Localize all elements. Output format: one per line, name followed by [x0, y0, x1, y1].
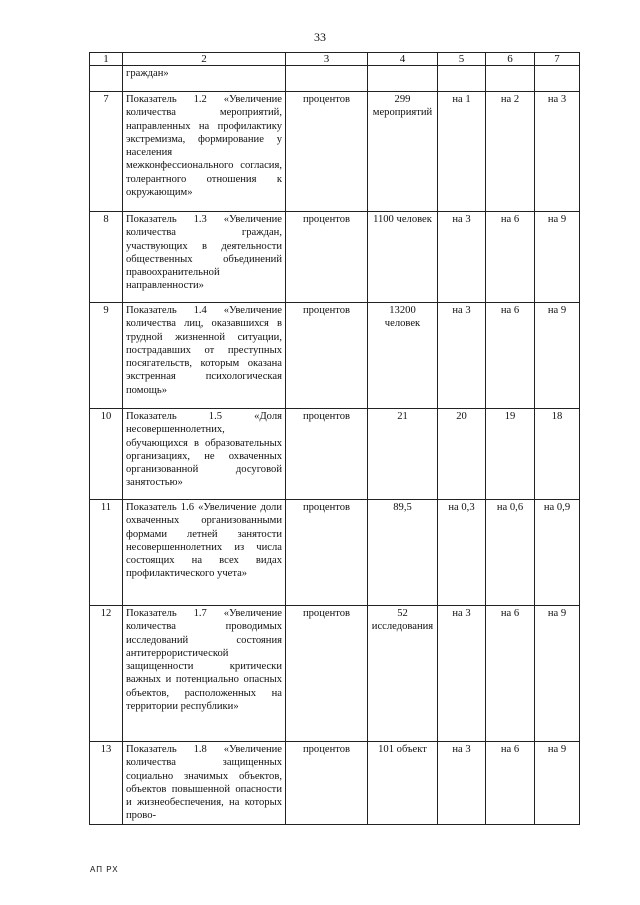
value-col7-cell: на 9	[535, 303, 580, 409]
value-col5-cell: на 0,3	[438, 500, 486, 606]
value-col6-cell: на 2	[486, 92, 535, 212]
base-value-cell: 299 мероприятий	[368, 92, 438, 212]
indicator-name: Показатель 1.3 «Увеличение количества граждан, участвующих в деятельности общественных объединений правоохранительной направленности»	[123, 212, 286, 303]
column-header: 2	[123, 53, 286, 66]
indicators-table	[89, 52, 580, 825]
table-row	[90, 66, 580, 92]
value-col7-cell: на 9	[535, 606, 580, 742]
value-col5-cell: на 3	[438, 742, 486, 825]
unit-cell: процентов	[286, 742, 368, 825]
table-row	[90, 303, 580, 409]
indicator-name: Показатель 1.6 «Увеличение доли охваченных организованными формами летней занятости несовершеннолетних из числа состоящих на всех видах профилактического учета»	[123, 500, 286, 606]
row-number: 9	[90, 303, 123, 409]
indicator-name: граждан»	[123, 66, 286, 92]
row-number: 10	[90, 409, 123, 500]
value-col5-cell: на 3	[438, 606, 486, 742]
column-header: 6	[486, 53, 535, 66]
value-col7-cell: 18	[535, 409, 580, 500]
footer-code: АП РХ	[90, 865, 119, 874]
indicator-name: Показатель 1.7 «Увеличение количества проводимых исследований состояния антитеррористической защищенности критически важных и потенциально опасных объектов, расположенных на территории республики»	[123, 606, 286, 742]
column-header: 1	[90, 53, 123, 66]
row-number: 13	[90, 742, 123, 825]
row-number	[90, 66, 123, 92]
base-value-cell: 1100 человек	[368, 212, 438, 303]
page-number: 33	[314, 30, 326, 44]
base-value-cell: 21	[368, 409, 438, 500]
value-col7-cell: на 9	[535, 742, 580, 825]
column-header: 4	[368, 53, 438, 66]
value-col5-cell	[438, 66, 486, 92]
value-col7-cell: на 3	[535, 92, 580, 212]
base-value-cell	[368, 66, 438, 92]
value-col5-cell: 20	[438, 409, 486, 500]
base-value-cell: 89,5	[368, 500, 438, 606]
table-row	[90, 742, 580, 825]
unit-cell	[286, 66, 368, 92]
table-row	[90, 92, 580, 212]
unit-cell: процентов	[286, 212, 368, 303]
base-value-cell: 101 объект	[368, 742, 438, 825]
unit-cell: процентов	[286, 606, 368, 742]
row-number: 12	[90, 606, 123, 742]
value-col6-cell: 19	[486, 409, 535, 500]
value-col6-cell: на 6	[486, 742, 535, 825]
value-col5-cell: на 3	[438, 212, 486, 303]
unit-cell: процентов	[286, 409, 368, 500]
unit-cell: процентов	[286, 92, 368, 212]
unit-cell: процентов	[286, 500, 368, 606]
value-col5-cell: на 1	[438, 92, 486, 212]
value-col6-cell: на 0,6	[486, 500, 535, 606]
table-header-row	[90, 53, 580, 66]
value-col6-cell: на 6	[486, 212, 535, 303]
value-col6-cell	[486, 66, 535, 92]
row-number: 8	[90, 212, 123, 303]
value-col5-cell: на 3	[438, 303, 486, 409]
table-row	[90, 212, 580, 303]
column-header: 7	[535, 53, 580, 66]
value-col6-cell: на 6	[486, 606, 535, 742]
value-col6-cell: на 6	[486, 303, 535, 409]
table-row	[90, 500, 580, 606]
indicator-name: Показатель 1.5 «Доля несовершеннолетних, обучающихся в образовательных организациях, не охваченных организованной досуговой занятостью»	[123, 409, 286, 500]
table-row	[90, 606, 580, 742]
row-number: 11	[90, 500, 123, 606]
column-header: 3	[286, 53, 368, 66]
unit-cell: процентов	[286, 303, 368, 409]
base-value-cell: 52 исследования	[368, 606, 438, 742]
value-col7-cell: на 0,9	[535, 500, 580, 606]
indicator-name: Показатель 1.8 «Увеличение количества защищенных социально значимых объектов, объектов повышенной опасности и жизнеобеспечения, на которых прово-	[123, 742, 286, 825]
indicator-name: Показатель 1.2 «Увеличение количества мероприятий, направленных на профилактику экстремизма, формирование у населения межконфессионального согласия, толерантного отношения к окружающим»	[123, 92, 286, 212]
column-header: 5	[438, 53, 486, 66]
value-col7-cell: на 9	[535, 212, 580, 303]
table-row	[90, 409, 580, 500]
row-number: 7	[90, 92, 123, 212]
base-value-cell: 13200 человек	[368, 303, 438, 409]
value-col7-cell	[535, 66, 580, 92]
indicator-name: Показатель 1.4 «Увеличение количества лиц, оказавшихся в трудной жизненной ситуации, пострадавших от преступных посягательств, которым оказана экстренная психологическая помощь»	[123, 303, 286, 409]
